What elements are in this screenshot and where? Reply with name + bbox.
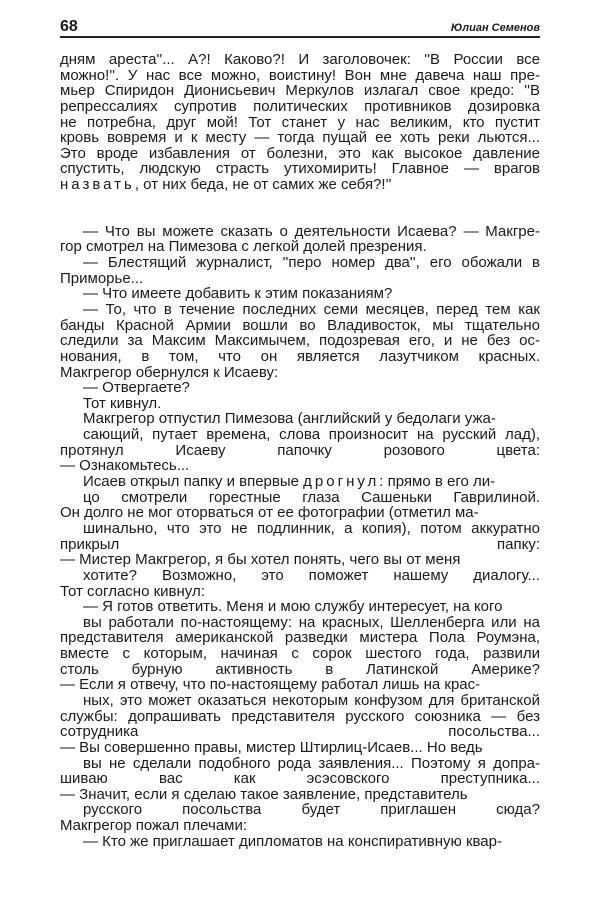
running-header-author: Юлиан Семенов [450,22,540,34]
text-line: сотрудника посольства... [60,723,540,741]
text-line [60,474,540,490]
text-line: службы: допрашивать представителя русского союзника — без [60,707,540,725]
text-line: цо смотрели горестные глаза Сашеньки Гаврилиной. [83,488,540,506]
text-line: — То, что в течение последних семи месяцев, перед тем как [83,300,540,318]
text-line: — Кто же приглашает дипломатов на конспиративную квар- [83,832,502,850]
text-line: — Отвергаете? [83,379,190,397]
text-line: — Что имеете добавить к этим показаниям? [83,285,393,303]
text-line: шинально, что это не подлинник, а копия), потом аккуратно [83,519,540,537]
page-body [60,52,540,849]
page-number: 68 [60,18,78,35]
text-line: репрессалиях супротив политических противников дозировка [60,97,540,115]
text-segment: : прямо в его ли- [379,473,496,491]
text-line: — Я готов ответить. Меня и мою службу интересует, на кого [83,598,503,616]
text-line: можно!''. У нас все можно, воистину! Вон мне давеча наш пре- [60,66,540,84]
text-line: Тот согласно кивнул: [60,582,205,600]
text-line: кровь вовремя и к месту — тогда пущай ее хоть реки льются... [60,129,540,147]
text-line: Он долго не мог оторваться от ее фотографии (отметил ма- [60,504,479,522]
text-line: протянул Исаеву папочку розового цвета: [60,441,540,459]
header-rule [60,36,540,38]
text-line: вместе с которым, начиная с сорок шестого года, развили [60,645,540,663]
text-line: Приморье... [60,269,144,287]
text-line: нования, в том, что он является лазутчиком красных. [60,347,540,365]
text-line: хотите? Возможно, это поможет нашему диалогу... [83,566,540,584]
text-line: русского посольства будет приглашен сюда? [83,801,540,819]
text-line: — Блестящий журналист, ''перо номер два'', его обожали в [83,254,540,272]
text-line: Тот кивнул. [83,394,162,412]
text-line: гор смотрел на Пимезова с легкой долей презрения. [60,238,427,256]
text-line: не потребна, друг мой! Тот станет у нас великим, кто пустит [60,113,540,131]
text-line: спустить, людскую страсть утихомирить! Главное — врагов [60,160,540,178]
text-line: вы работали по-настоящему: на красных, Шелленберга или на [83,613,540,631]
text-line: мьер Спиридон Дионисьевич Меркулов излагал свое кредо: ''В [60,82,540,100]
text-line: прикрыл папку: [60,535,540,553]
section-gap [60,193,540,224]
text-segment: Исаев открыл папку и впервые [83,473,304,491]
text-segment: , от них беда, не от самих же себя?!'' [134,176,392,194]
text-line: — Вы совершенно правы, мистер Штирлиц-Исаев... Но ведь [60,738,483,756]
text-line [60,177,540,193]
text-line: — Мистер Макгрегор, я бы хотел понять, чего вы от меня [60,551,461,569]
text-line: Макгрегор отпустил Пимезова (английский у бедолаги ужа- [83,410,496,428]
text-line: — Ознакомьтесь... [60,457,190,475]
spaced-emphasis: дрогнул [303,473,380,491]
text-line: Это вроде избавления от болезни, это как высокое давление [60,144,540,162]
text-line: дням ареста''... А?! Каково?! И заголовочек: ''В России все [60,51,540,68]
text-line: сающий, путает времена, слова произносит на русский лад), [83,426,540,444]
text-line: — Если я отвечу, что по-настоящему работал лишь на крас- [60,676,481,694]
text-line: — Значит, если я сделаю такое заявление, представитель [60,785,468,803]
text-line: представителя американской разведки мистера Пола Роумэна, [60,629,540,647]
text-line: ных, это может оказаться некоторым конфузом для британской [83,691,540,709]
text-line: вы не сделали подобного рода заявления... Поэтому я допра- [83,754,540,772]
text-line: столь бурную активность в Латинской Америке? [60,660,540,678]
text-line: шиваю вас как эсэсовского преступника... [60,770,540,788]
text-line: Макгрегор пожал плечами: [60,817,248,835]
text-line: банды Красной Армии вошли во Владивосток, мы тщательно [60,316,540,334]
text-line: Макгрегор обернулся к Исаеву: [60,363,279,381]
text-line: — Что вы можете сказать о деятельности Исаева? — Макгре- [83,222,540,240]
text-line: следили за Максим Максимычем, подозревая его, и не без ос- [60,332,540,350]
spaced-emphasis: назвать [60,176,135,194]
